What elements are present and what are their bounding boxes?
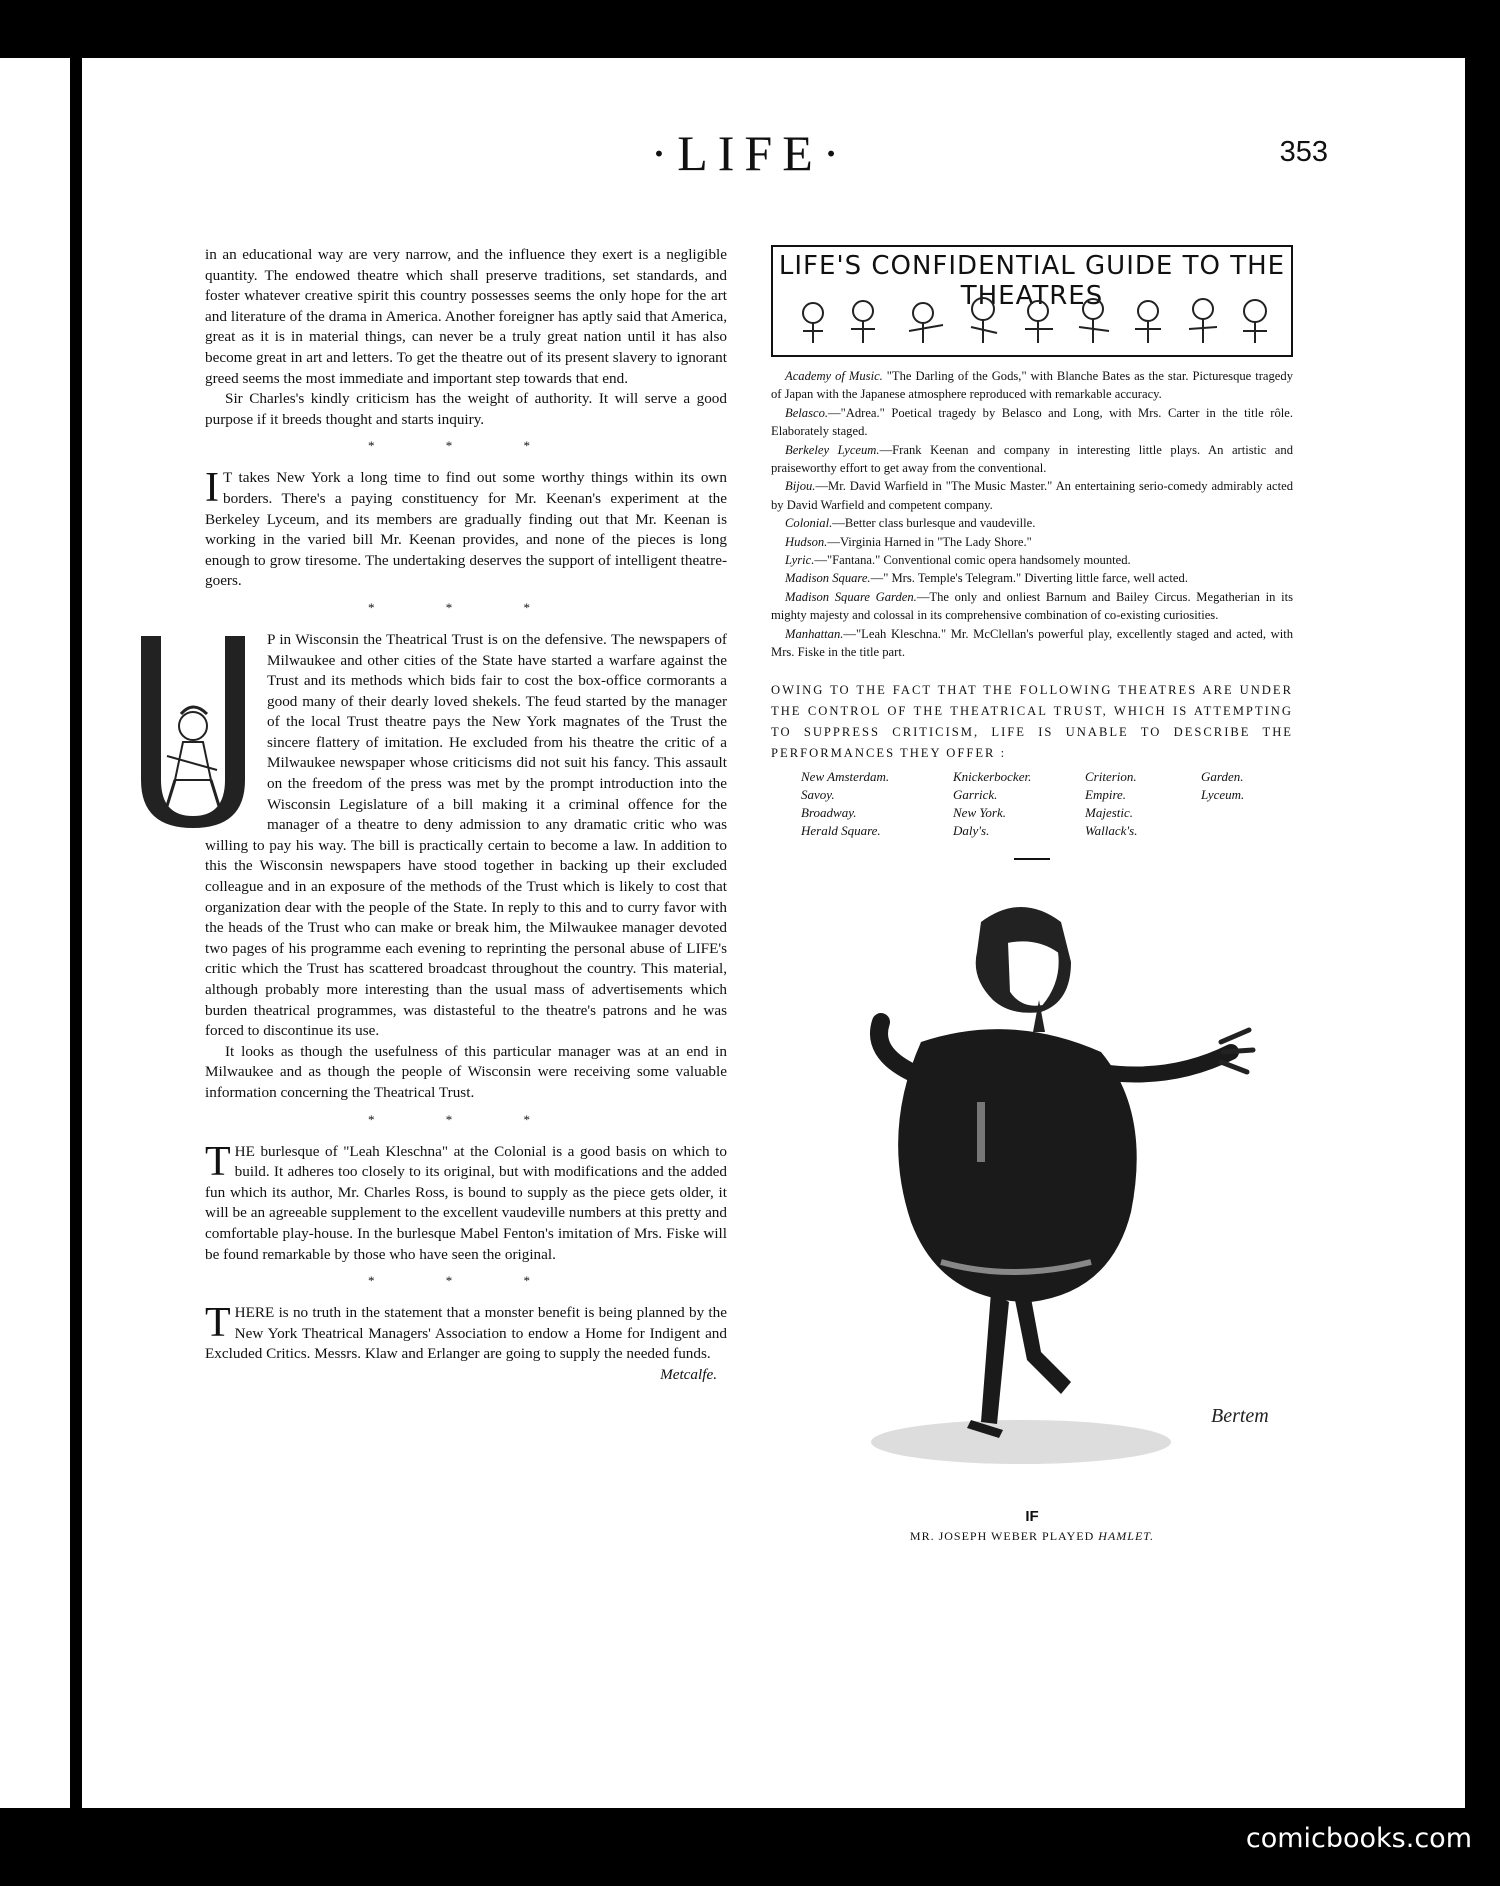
caricature-figures-icon bbox=[773, 247, 1291, 355]
section-divider: * * * bbox=[368, 599, 564, 615]
guide-entry bbox=[771, 625, 1293, 662]
guide-text: —" Mrs. Temple's Telegram." Diverting little farce, well acted. bbox=[870, 571, 1188, 586]
caption-text-prefix: MR. JOSEPH WEBER PLAYED bbox=[909, 1528, 1099, 1543]
guide-entry bbox=[771, 551, 1293, 569]
section-burlesque-text: HE burlesque of "Leah Kleschna" at the Colonial is a good basis on which to build. It adheres too closely to its original, but with modifications and the added fun which its author, Mr. Charles Ross, is bound to supply as the piece gets older, it will be an agreeable supplement to the excellent vaudeville numbers at this pretty and comfortable play-house. In the burlesque Mabel Fenton's imitation of Mrs. Fiske will be found remarkable by those who have seen the original. bbox=[205, 1142, 727, 1263]
guide-entry bbox=[771, 441, 1293, 478]
guide-text: —Mr. David Warfield in "The Music Master." An entertaining serio-comedy admirably acted by David Warfield and competent company. bbox=[771, 479, 1293, 512]
intro-paragraph-2: Sir Charles's kindly criticism has the weight of authority. It will serve a good purpose if it breeds thought and starts inquiry. bbox=[205, 390, 727, 428]
page-gutter bbox=[70, 58, 82, 1808]
trust-theatre bbox=[1201, 822, 1301, 840]
trust-theatre: Majestic. bbox=[1085, 804, 1134, 820]
theatre-name: Madison Square. bbox=[785, 571, 871, 586]
theatre-guide-list bbox=[771, 367, 1293, 662]
trust-theatre: Wallack's. bbox=[1085, 822, 1138, 838]
theatre-name: Bijou. bbox=[785, 479, 816, 494]
section-keenan bbox=[205, 465, 727, 592]
section-burlesque bbox=[205, 1138, 727, 1266]
site-watermark: comicbooks.com bbox=[1245, 1823, 1472, 1854]
guide-entry bbox=[771, 514, 1293, 532]
section-divider: * * * bbox=[368, 1111, 564, 1127]
theatre-name: Hudson. bbox=[785, 534, 828, 549]
hamlet-caricature bbox=[771, 882, 1293, 1502]
trust-theatre: New Amsterdam. bbox=[801, 768, 890, 784]
section-wisconsin-conclusion: It looks as though the usefulness of this particular manager was at an end in Milwaukee and as though the people of Wisconsin were receiving some valuable information concerning the Theatrical Trust. bbox=[205, 1042, 727, 1101]
trust-theatre: Garden. bbox=[1201, 768, 1244, 784]
trust-theatre: New York. bbox=[953, 804, 1006, 820]
banner-title: LIFE'S CONFIDENTIAL GUIDE TO THE THEATRES bbox=[778, 251, 1286, 311]
guide-text: —Virginia Harned in "The Lady Shore." bbox=[827, 534, 1032, 549]
guide-text: —Frank Keenan and company in interesting little plays. An artistic and praiseworthy effort to get away from the conventional. bbox=[771, 442, 1293, 476]
section-keenan-text: T takes New York a long time to find out some worthy things within its own borders. There's a paying constituency for Mr. Keenan's experiment at the Berkeley Lyceum, and its members are gradually finding out that Mr. Keenan is working in the varied bill Mr. Keenan provides, and none of the pieces is long enough to grow tiresome. The undertaking deserves the support of intelligent theatre-goers. bbox=[205, 469, 727, 590]
theatre-name: Lyric. bbox=[785, 553, 815, 568]
drop-cap-i: I bbox=[205, 465, 219, 512]
caption-text bbox=[771, 1529, 1293, 1544]
trust-theatre: Knickerbocker. bbox=[953, 768, 1032, 784]
guide-text: "The Darling of the Gods," with Blanche Bates as the star. Picturesque tragedy of Japan with the Japanese atmosphere reproduced with remarkable accuracy. bbox=[771, 369, 1293, 402]
trust-theatre: Lyceum. bbox=[1201, 786, 1245, 802]
trust-notice: OWING TO THE FACT THAT THE FOLLOWING THEATRES ARE UNDER THE CONTROL OF THE THEATRICAL TRUST, WHICH IS ATTEMPTING TO SUPPRESS CRITICISM, LIFE IS UNABLE TO DESCRIBE THE PERFORMANCES THEY OFFER : bbox=[771, 682, 1293, 760]
trust-theatre: Daly's. bbox=[953, 822, 990, 838]
section-benefit bbox=[205, 1300, 727, 1365]
guide-entry bbox=[771, 367, 1293, 404]
masthead: ·LIFE· bbox=[650, 125, 850, 181]
drop-cap-t: T bbox=[205, 1138, 231, 1185]
guide-entry bbox=[771, 404, 1293, 441]
illustrated-drop-cap-u bbox=[127, 630, 259, 830]
theatre-name: Academy of Music. bbox=[785, 369, 883, 383]
right-column bbox=[771, 245, 1293, 1544]
artist-signature: Bertem bbox=[1211, 1404, 1269, 1427]
trust-theatre: Herald Square. bbox=[801, 822, 881, 838]
theatre-name: Colonial. bbox=[785, 516, 833, 531]
theatre-name: Madison Square Garden. bbox=[785, 589, 917, 604]
section-divider: * * * bbox=[368, 1273, 564, 1289]
page-number: 353 bbox=[1279, 136, 1328, 168]
section-wisconsin-text: P in Wisconsin the Theatrical Trust is on the defensive. The newspapers of Milwaukee and other cities of the State have started a warfare against the Trust and its methods which bids fair to cost the box-office cormorants a good many of their dearly loved shekels. The feud started by the manager of the local Trust theatre pays the New York magnates of the Trust the sincere flattery of imitation. He excluded from his theatre the critic of a Milwaukee newspaper whose criticisms did not suit his fancy. This assault on the freedom of the press was met by the prompt introduction into the Wisconsin Legislature of a bill making it a criminal offence for the manager of a theatre to deny admission to any dramatic critic who was willing to pay his way. The bill is practically certain to become a law. In addition to this the Wisconsin newspapers have stood together in backing up their excluded colleague and in an exposure of the methods of the Trust which is likely to cost that organization dear with the people of the State. In reply to this and to curry favor with the heads of the Trust who can make or break him, the Milwaukee manager devoted two pages of his programme each evening to reprinting the personal abuse of LIFE's critic which the Trust has scattered broadcast throughout the country. This material, although probably more interesting than the usual mass of advertisements which burden theatrical programmes, was distasteful to the theatre's patrons and he was forced to discontinue its use. bbox=[205, 630, 727, 1040]
trust-theatre bbox=[1201, 804, 1301, 822]
theatre-name: Manhattan. bbox=[785, 626, 844, 641]
trust-theatre: Empire. bbox=[1085, 786, 1127, 802]
left-column bbox=[205, 245, 727, 1386]
section-benefit-text: HERE is no truth in the statement that a monster benefit is being planned by the New York Theatrical Managers' Association to endow a Home for Indigent and Excluded Critics. Messrs. Klaw and Erlanger are going to supply the needed funds. bbox=[205, 1304, 727, 1363]
trust-theatre: Criterion. bbox=[1085, 768, 1137, 784]
guide-text: —The only and onliest Barnum and Bailey Circus. Megatherian in its mighty majesty and colossal in its comprehensive combination of co-existing curiosities. bbox=[771, 589, 1293, 623]
decorative-letter-u-icon bbox=[127, 630, 259, 830]
theatre-guide-banner bbox=[771, 245, 1293, 357]
guide-entry bbox=[771, 477, 1293, 514]
guide-text: —"Adrea." Poetical tragedy by Belasco and Long, with Mrs. Carter in the title rôle. Elaborately staged. bbox=[771, 405, 1293, 439]
theatre-name: Belasco. bbox=[785, 405, 829, 420]
guide-text: —Better class burlesque and vaudeville. bbox=[832, 516, 1036, 531]
caption-title: IF bbox=[1025, 1507, 1039, 1525]
trust-theatre: Garrick. bbox=[953, 786, 998, 802]
guide-entry bbox=[771, 569, 1293, 587]
trust-theatre: Savoy. bbox=[801, 786, 835, 802]
section-divider: * * * bbox=[368, 438, 564, 454]
drop-cap-t: T bbox=[205, 1300, 231, 1347]
theatre-name: Berkeley Lyceum. bbox=[785, 442, 880, 457]
guide-text: —"Leah Kleschna." Mr. McClellan's powerful play, excellently staged and acted, with Mrs. Fiske in the title part. bbox=[771, 626, 1293, 660]
guide-entry bbox=[771, 533, 1293, 551]
intro-paragraph-1: in an educational way are very narrow, and the influence they exert is a negligible quantity. The endowed theatre which shall preserve traditions, set standards, and foster whatever creative spirit this country possesses seems the only hope for the art and literature of the drama in America. Another foreigner has aptly said that America, great as it is in material things, can never be a truly great nation until it has also become great in art and letters. To get the theatre out of its present slavery to ignorant greed seems the most immediate and important step towards that end. bbox=[205, 246, 727, 387]
trust-theatre: Broadway. bbox=[801, 804, 857, 820]
hamlet-caricature-icon bbox=[771, 882, 1293, 1502]
divider-rule bbox=[1014, 858, 1050, 860]
caption-text-play: HAMLET. bbox=[1098, 1528, 1155, 1543]
guide-text: —"Fantana." Conventional comic opera handsomely mounted. bbox=[814, 553, 1131, 568]
author-signature: Metcalfe. bbox=[660, 1365, 717, 1383]
section-wisconsin bbox=[205, 630, 727, 1042]
trust-theatre-list bbox=[801, 768, 1293, 840]
guide-entry bbox=[771, 588, 1293, 625]
